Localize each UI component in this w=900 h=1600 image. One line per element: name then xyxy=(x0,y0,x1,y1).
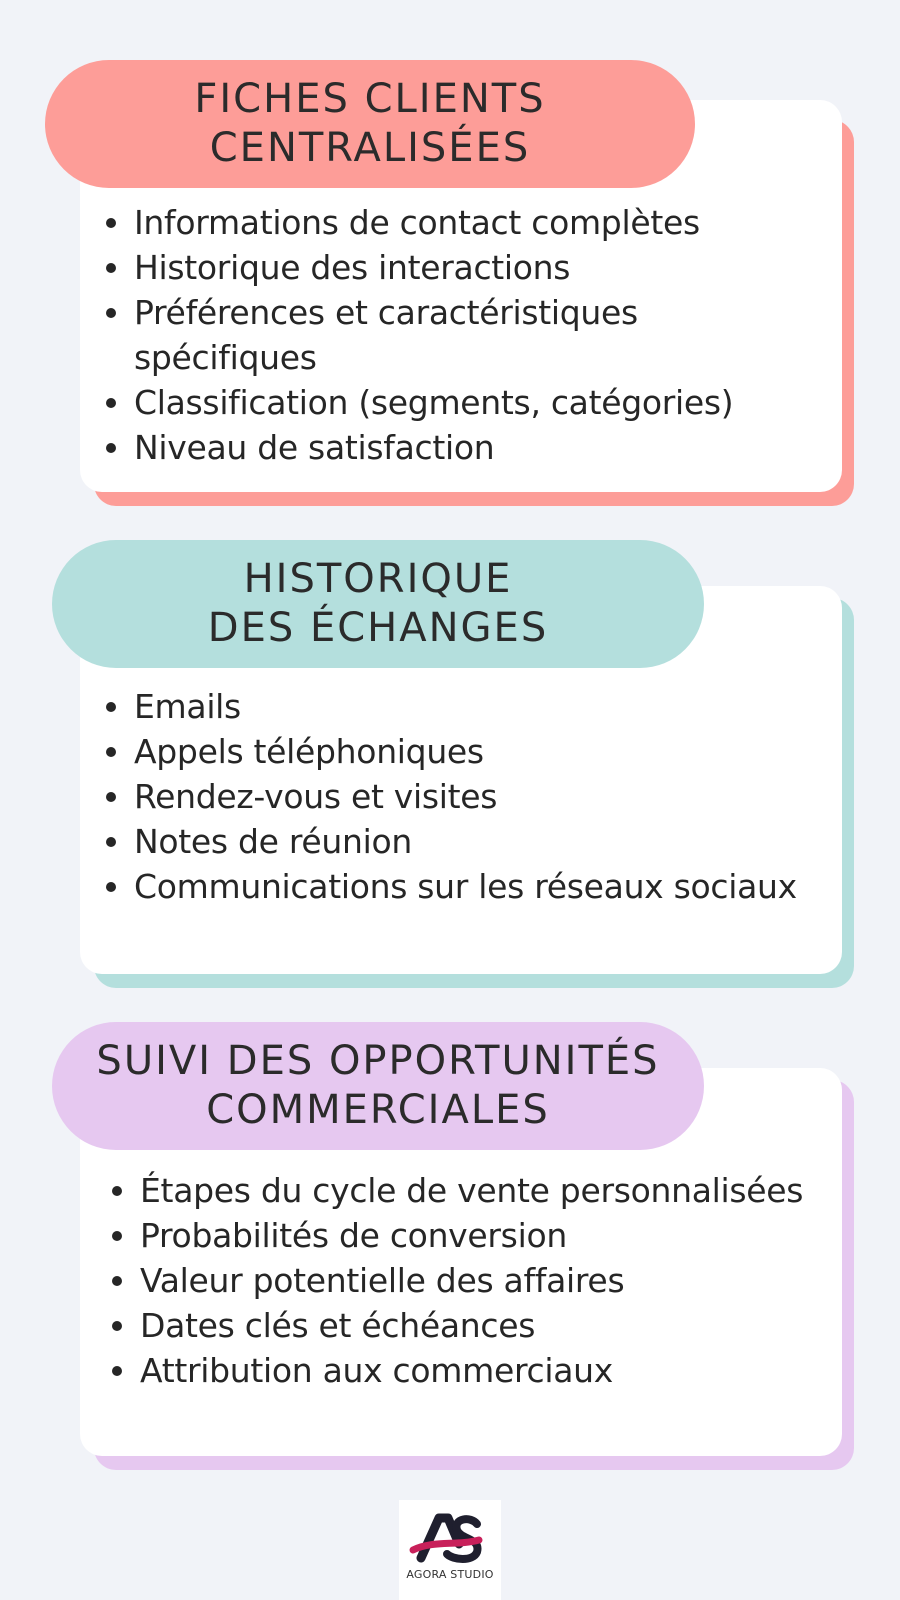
list-item: Valeur potentielle des affaires xyxy=(108,1258,824,1303)
list-item: Préférences et caractéristiques spécifiques xyxy=(102,290,824,380)
card-title-pill xyxy=(52,1022,704,1150)
list-item: Emails xyxy=(102,684,824,729)
card-title-pill xyxy=(52,540,704,668)
logo-name: AGORA STUDIO xyxy=(406,1568,494,1581)
list-item: Étapes du cycle de vente personnalisées xyxy=(108,1168,824,1213)
list-item: Probabilités de conversion xyxy=(108,1213,824,1258)
feature-list xyxy=(102,200,824,470)
list-item: Appels téléphoniques xyxy=(102,729,824,774)
list-item: Attribution aux commerciaux xyxy=(108,1348,824,1393)
card-title-line: HISTORIQUE xyxy=(243,556,513,602)
list-item: Informations de contact complètes xyxy=(102,200,824,245)
card-title-line: COMMERCIALES xyxy=(206,1087,550,1133)
list-item: Dates clés et échéances xyxy=(108,1303,824,1348)
as-logo-mark-icon xyxy=(399,1500,501,1566)
list-item: Notes de réunion xyxy=(102,819,824,864)
list-item: Classification (segments, catégories) xyxy=(102,380,824,425)
card-title-line: FICHES CLIENTS xyxy=(194,76,546,122)
list-item: Historique des interactions xyxy=(102,245,824,290)
card-title-pill xyxy=(45,60,695,188)
feature-list xyxy=(108,1168,824,1393)
list-item: Niveau de satisfaction xyxy=(102,425,824,470)
list-item: Communications sur les réseaux sociaux xyxy=(102,864,824,909)
agora-studio-logo xyxy=(399,1500,501,1600)
card-title-line: CENTRALISÉES xyxy=(209,125,531,171)
card-title-line: DES ÉCHANGES xyxy=(207,605,549,651)
list-item: Rendez-vous et visites xyxy=(102,774,824,819)
feature-list xyxy=(102,684,824,909)
card-title-line: SUIVI DES OPPORTUNITÉS xyxy=(96,1038,660,1084)
